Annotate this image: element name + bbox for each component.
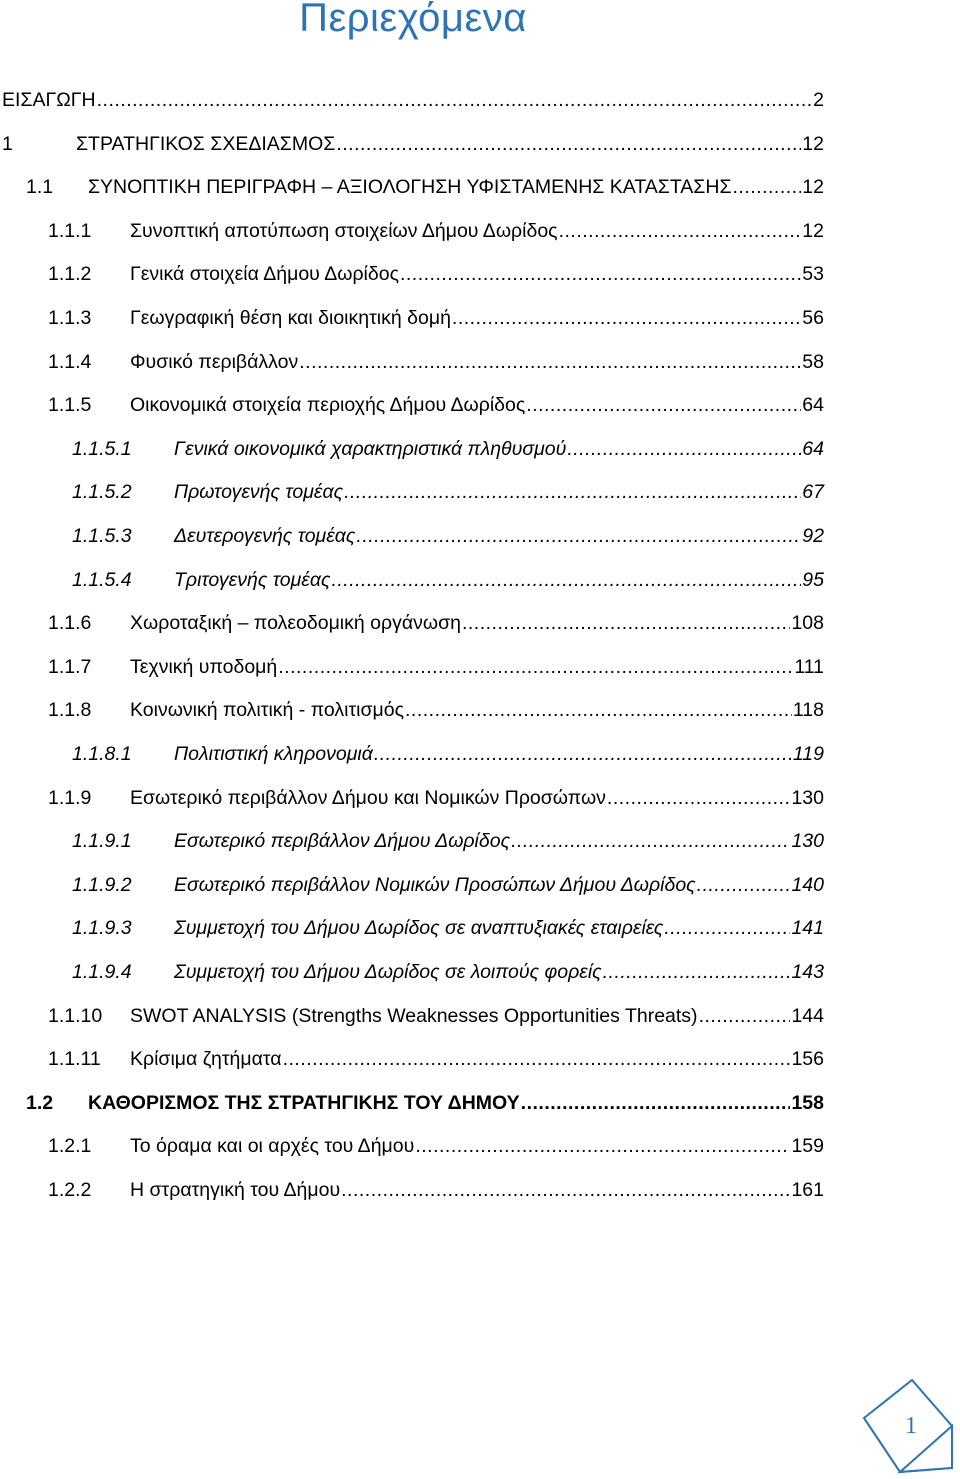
toc-entry-number: 1.1.11 <box>48 1048 101 1071</box>
toc-entry[interactable] <box>48 776 824 810</box>
toc-entry-number: 1.1.9.4 <box>72 961 132 983</box>
toc-entry[interactable] <box>48 1168 824 1202</box>
toc-entry-title: Πρωτογενής τομέας <box>174 481 344 504</box>
toc-entry-number: 1.1.9.1 <box>72 830 132 853</box>
toc-entry-page: 12 <box>802 176 824 199</box>
toc-entry-number: 1.1.8 <box>48 699 92 722</box>
toc-leader-dots <box>374 742 792 766</box>
toc-entry[interactable] <box>48 1037 824 1071</box>
toc-entry-title: Τεχνική υποδομή <box>130 655 278 678</box>
toc-entry-number: 1.2.1 <box>48 1135 92 1158</box>
toc-entry-title: ΣΤΡΑΤΗΓΙΚΟΣ ΣΧΕΔΙΑΣΜΟΣ <box>76 132 336 155</box>
toc-entry-title: Γενικά οικονομικά χαρακτηριστικά πληθυσμού <box>174 437 567 460</box>
toc-entry[interactable] <box>48 296 824 330</box>
toc-entry-page: 158 <box>791 1091 824 1114</box>
toc-entry-title: Εσωτερικό περιβάλλον Δήμου Δωρίδος <box>174 830 511 853</box>
toc-entry[interactable] <box>2 122 824 156</box>
toc-entry-page: 156 <box>791 1048 824 1071</box>
toc-entry-title: Εσωτερικό περιβάλλον Νομικών Προσώπων Δήμου Δωρίδος <box>174 873 696 896</box>
toc-entry-page: 140 <box>791 873 824 896</box>
toc-entry[interactable] <box>48 1124 824 1158</box>
toc-entry-page: 118 <box>792 699 824 722</box>
toc-entry-title: Εσωτερικό περιβάλλον Δήμου και Νομικών Προσώπων <box>130 786 606 809</box>
toc-leader-dots <box>356 524 801 548</box>
toc-entry-page: 161 <box>791 1179 824 1201</box>
toc-leader-dots <box>278 655 793 679</box>
toc-leader-dots <box>400 262 801 286</box>
toc-entry[interactable] <box>72 863 824 897</box>
toc-leader-dots <box>526 393 801 417</box>
toc-entry-number: 1.1.1 <box>48 219 92 242</box>
toc-leader-dots <box>511 829 790 853</box>
toc-entry-page: 56 <box>802 307 824 329</box>
toc-leader-dots <box>97 88 813 112</box>
toc-entry-page: 64 <box>802 394 824 417</box>
toc-entry-title: Κρίσιμα ζητήματα <box>130 1048 282 1071</box>
toc-entry-page: 143 <box>791 961 824 983</box>
toc-entry-title: Η στρατηγική του Δήμου <box>130 1179 341 1201</box>
toc-entry-page: 130 <box>791 786 824 809</box>
toc-entry-number: 1.1.9.3 <box>72 917 132 940</box>
toc-entry-page: 2 <box>813 89 824 111</box>
toc-entry-number: 1.2 <box>26 1091 54 1114</box>
toc-entry-page: 67 <box>802 481 824 504</box>
toc-entry-page: 108 <box>791 612 824 635</box>
toc-entry-title: Συμμετοχή του Δήμου Δωρίδος σε λοιπούς φορείς <box>174 961 602 983</box>
toc-entry[interactable] <box>72 906 824 940</box>
toc-entry-number: 1 <box>2 132 13 155</box>
toc-leader-dots <box>344 480 801 504</box>
toc-entry-page: 95 <box>802 568 824 591</box>
toc-leader-dots <box>521 1091 791 1115</box>
toc-leader-dots <box>733 175 802 199</box>
toc-leader-dots <box>462 611 790 635</box>
toc-entry[interactable] <box>48 601 824 635</box>
toc-entry-title: Δευτερογενής τομέας <box>174 525 356 547</box>
toc-entry[interactable] <box>48 688 824 722</box>
toc-leader-dots <box>336 132 801 156</box>
toc-entry-page: 92 <box>802 525 824 547</box>
toc-entry[interactable] <box>72 470 824 504</box>
toc-leader-dots <box>341 1178 790 1202</box>
toc-leader-dots <box>452 306 801 330</box>
toc-entry-number: 1.1.5 <box>48 394 92 417</box>
toc-entry-number: 1.1.9 <box>48 786 92 809</box>
toc-entry-title: Τριτογενής τομέας <box>174 568 331 591</box>
toc-entry-title: Κοινωνική πολιτική - πολιτισμός <box>130 699 404 722</box>
toc-entry-number: 1.1.8.1 <box>72 743 132 765</box>
toc-entry[interactable] <box>72 427 824 461</box>
toc-entry-number: 1.1.5.4 <box>72 568 132 591</box>
toc-leader-dots <box>567 437 801 461</box>
toc-entry-title: Οικονομικά στοιχεία περιοχής Δήμου Δωρίδος <box>130 394 526 417</box>
toc-entry[interactable] <box>48 645 824 679</box>
toc-entry-number: 1.1.9.2 <box>72 873 132 896</box>
toc-entry-number: 1.1.5.3 <box>72 525 132 547</box>
toc-leader-dots <box>607 786 791 810</box>
toc-entry[interactable] <box>48 209 824 243</box>
toc-leader-dots <box>603 960 791 984</box>
toc-entry[interactable] <box>26 165 824 199</box>
toc-entry-number: 1.1.6 <box>48 612 92 635</box>
toc-entry-number: 1.1.4 <box>48 350 92 373</box>
toc-leader-dots <box>299 350 801 374</box>
toc-entry-page: 130 <box>791 830 824 853</box>
toc-entry[interactable] <box>72 558 824 592</box>
toc-entry-title: Συνοπτική αποτύπωση στοιχείων Δήμου Δωρίδος <box>130 219 558 242</box>
toc-entry-title: Γενικά στοιχεία Δήμου Δωρίδος <box>130 263 399 286</box>
toc-entry-title: ΣΥΝΟΠΤΙΚΗ ΠΕΡΙΓΡΑΦΗ – ΑΞΙΟΛΟΓΗΣΗ ΥΦΙΣΤΑΜΕΝΗΣ ΚΑΤΑΣΤΑΣΗΣ <box>88 176 732 199</box>
toc-leader-dots <box>283 1047 791 1071</box>
toc-entry-page: 12 <box>802 219 824 242</box>
toc-entry-number: 1.1.10 <box>48 1004 103 1027</box>
toc-entry-title: Γεωγραφική θέση και διοικητική δομή <box>130 307 451 329</box>
toc-entry[interactable] <box>48 252 824 286</box>
toc-entry-title: ΕΙΣΑΓΩΓΗ <box>2 89 96 111</box>
toc-leader-dots <box>559 219 802 243</box>
toc-entry[interactable] <box>72 514 824 548</box>
toc-entry-number: 1.1.5.1 <box>72 437 132 460</box>
toc-entry-page: 141 <box>791 917 824 940</box>
toc-entry-title: Χωροταξική – πολεοδομική οργάνωση <box>130 612 461 635</box>
toc-entry-title: ΚΑΘΟΡΙΣΜΟΣ ΤΗΣ ΣΤΡΑΤΗΓΙΚΗΣ ΤΟΥ ΔΗΜΟΥ <box>88 1091 520 1114</box>
toc-entry[interactable] <box>72 819 824 853</box>
toc-leader-dots <box>699 1004 791 1028</box>
toc-entry-title: Φυσικό περιβάλλον <box>130 350 299 373</box>
toc-entry-number: 1.1 <box>26 176 54 199</box>
toc-entry-page: 53 <box>802 263 824 286</box>
toc-leader-dots <box>331 568 801 592</box>
toc-entry[interactable] <box>48 340 824 374</box>
toc-entry[interactable] <box>72 950 824 984</box>
toc-entry-number: 1.1.2 <box>48 263 92 286</box>
toc-entry[interactable] <box>48 383 824 417</box>
toc-entry-page: 144 <box>791 1004 824 1027</box>
toc-leader-dots <box>415 1134 790 1158</box>
toc-entry-page: 58 <box>802 350 824 373</box>
toc-entry-page: 159 <box>791 1135 824 1158</box>
toc-entry-page: 12 <box>802 132 824 155</box>
toc-entry-number: 1.2.2 <box>48 1179 92 1201</box>
toc-entry[interactable] <box>72 732 824 766</box>
toc-entry-page: 119 <box>792 743 824 765</box>
toc-entry-title: SWOT ANALYSIS (Strengths Weaknesses Opportunities Threats) <box>130 1004 698 1027</box>
toc-entry[interactable] <box>48 994 824 1028</box>
toc-entry[interactable] <box>26 1081 824 1115</box>
toc-entry-number: 1.1.5.2 <box>72 481 132 504</box>
toc-entry-title: Συμμετοχή του Δήμου Δωρίδος σε αναπτυξιακές εταιρείες <box>174 917 664 940</box>
toc-entry-number: 1.1.3 <box>48 307 92 329</box>
toc-entry-title: Πολιτιστική κληρονομιά <box>174 743 373 765</box>
toc-leader-dots <box>664 916 790 940</box>
page-title: Περιεχόμενα <box>299 0 527 40</box>
toc-entry-page: 111 <box>794 655 824 678</box>
page-number: 1 <box>905 1413 917 1439</box>
toc-entry[interactable] <box>2 78 824 112</box>
toc-entry-number: 1.1.7 <box>48 655 92 678</box>
toc-entry-page: 64 <box>802 437 824 460</box>
toc-leader-dots <box>405 698 792 722</box>
toc-entry-title: Το όραμα και οι αρχές του Δήμου <box>130 1135 415 1158</box>
toc-leader-dots <box>697 873 791 897</box>
